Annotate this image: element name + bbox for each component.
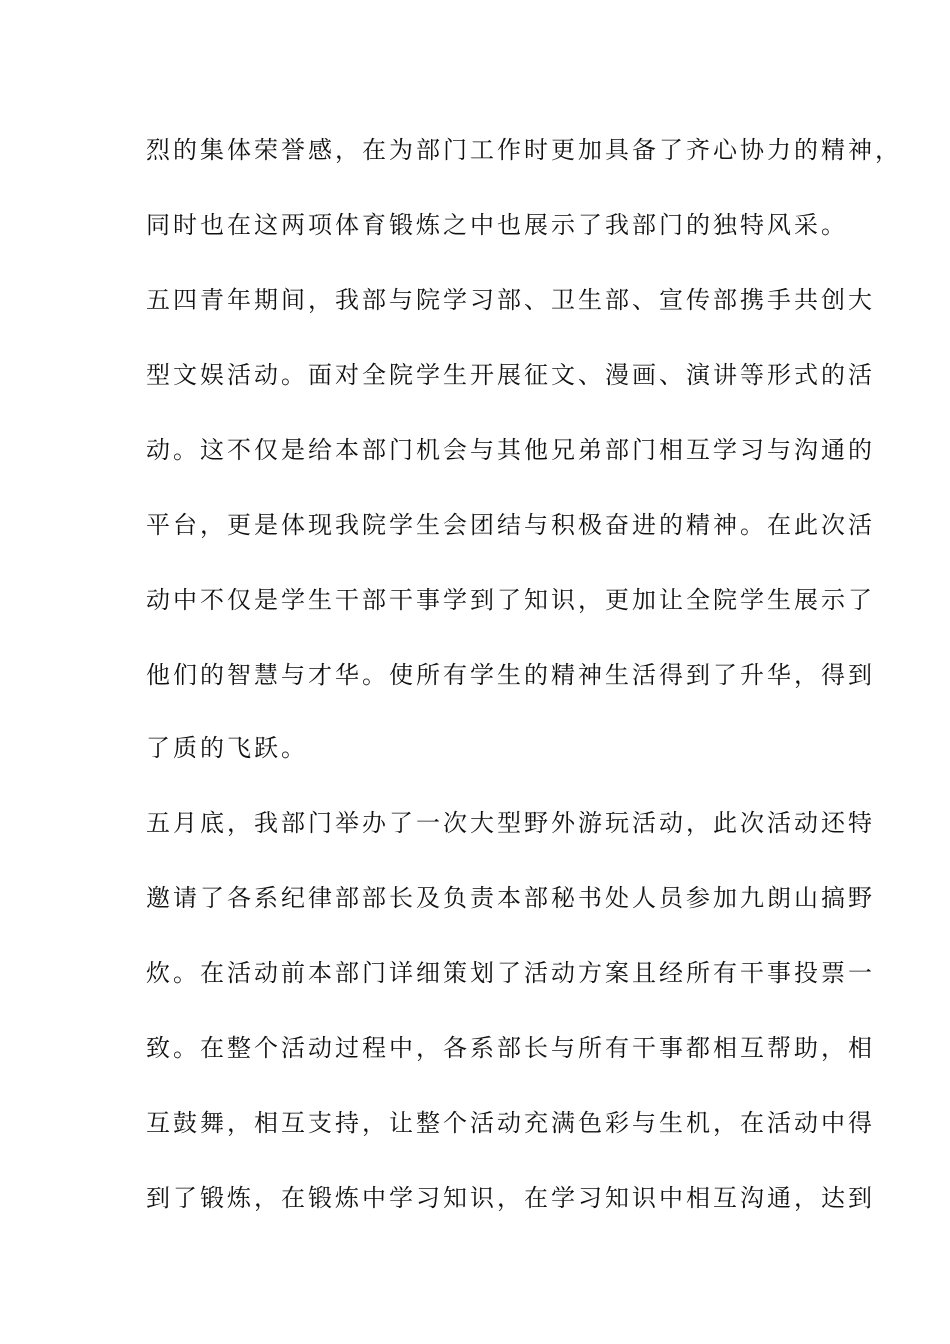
text-line: 五月底，我部门举办了一次大型野外游玩活动，此次活动还特 xyxy=(146,809,875,837)
text-line: 互鼓舞，相互支持，让整个活动充满色彩与生机，在活动中得 xyxy=(146,1109,875,1137)
text-line: 邀请了各系纪律部部长及负责本部秘书处人员参加九朗山搞野 xyxy=(146,884,875,912)
text-line: 烈的集体荣誉感，在为部门工作时更加具备了齐心协力的精神， xyxy=(146,136,902,164)
text-line: 型文娱活动。面对全院学生开展征文、漫画、演讲等形式的活 xyxy=(146,361,875,389)
text-line: 了质的飞跃。 xyxy=(146,734,308,762)
text-line: 平台，更是体现我院学生会团结与积极奋进的精神。在此次活 xyxy=(146,511,875,539)
text-line: 到了锻炼，在锻炼中学习知识，在学习知识中相互沟通，达到 xyxy=(146,1184,875,1212)
text-line: 致。在整个活动过程中，各系部长与所有干事都相互帮助，相 xyxy=(146,1034,875,1062)
text-line: 炊。在活动前本部门详细策划了活动方案且经所有干事投票一 xyxy=(146,959,875,987)
text-line: 他们的智慧与才华。使所有学生的精神生活得到了升华，得到 xyxy=(146,661,875,689)
text-line: 五四青年期间，我部与院学习部、卫生部、宣传部携手共创大 xyxy=(146,286,875,314)
text-line: 同时也在这两项体育锻炼之中也展示了我部门的独特风采。 xyxy=(146,211,848,239)
text-line: 动中不仅是学生干部干事学到了知识，更加让全院学生展示了 xyxy=(146,586,875,614)
text-line: 动。这不仅是给本部门机会与其他兄弟部门相互学习与沟通的 xyxy=(146,436,875,464)
